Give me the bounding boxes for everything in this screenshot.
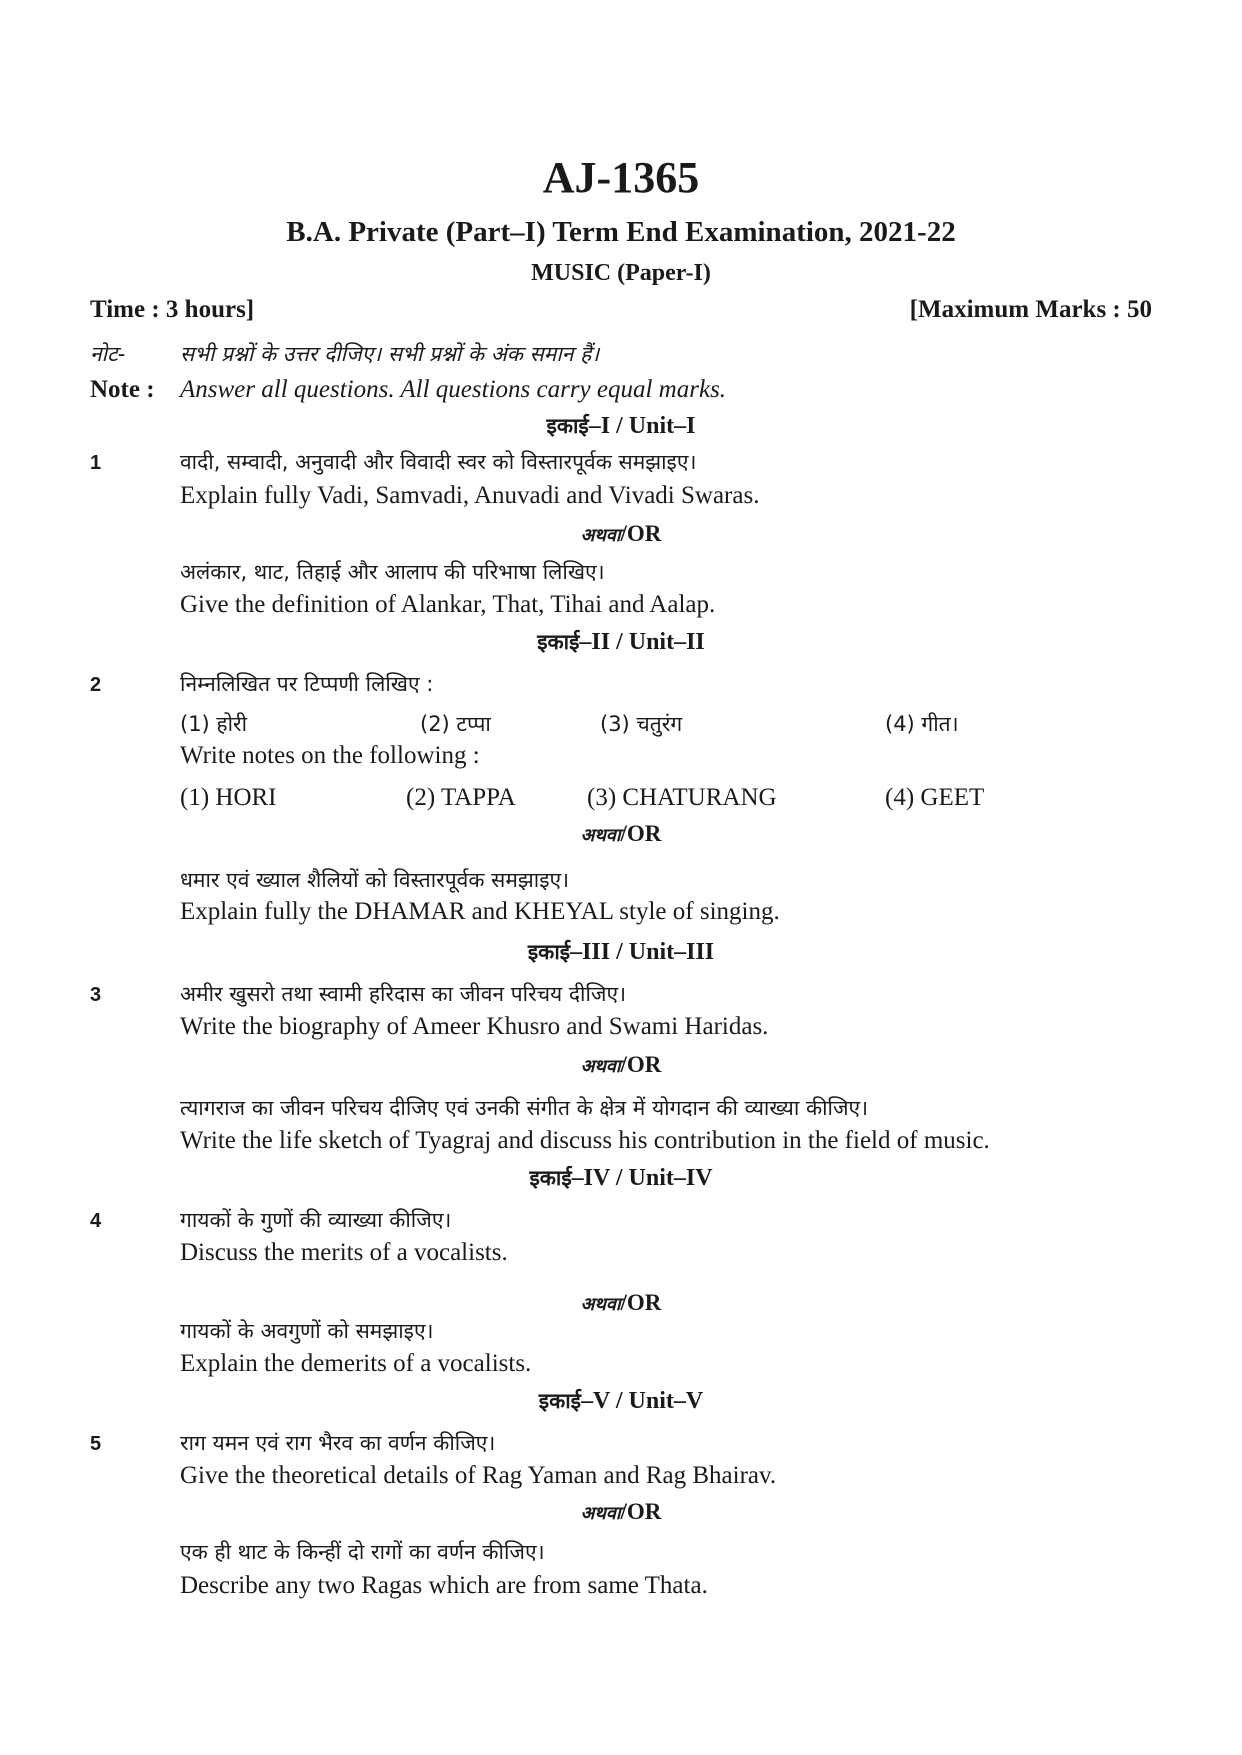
question-2-english-item: (1) HORI	[180, 784, 277, 811]
question-number-5: 5	[90, 1433, 102, 1455]
time-label: Time : 3 hours]	[90, 296, 255, 323]
note-english-label: Note :	[90, 376, 155, 403]
question-4-hindi: गायकों के गुणों की व्याख्या कीजिए।	[180, 1208, 452, 1232]
question-1-alt-hindi: अलंकार, थाट, तिहाई और आलाप की परिभाषा लिखिए।	[180, 560, 605, 584]
question-5-alt-english: Describe any two Ragas which are from same Thata.	[180, 1572, 708, 1599]
note-hindi-label: नोट-	[90, 342, 126, 366]
or-separator-4: अथवा/OR	[580, 1290, 662, 1315]
unit-heading-2: इकाई–II / Unit–II	[537, 629, 705, 655]
unit-heading-4: इकाई–IV / Unit–IV	[529, 1165, 713, 1191]
question-2-hindi-item: (3) चतुरंग	[600, 712, 683, 736]
unit-heading-1: इकाई–I / Unit–I	[546, 413, 696, 439]
question-2-english-item: (2) TAPPA	[406, 784, 516, 811]
or-separator-1: अथवा/OR	[580, 521, 662, 546]
question-4-alt-hindi: गायकों के अवगुणों को समझाइए।	[180, 1319, 434, 1343]
question-2-hindi: निम्नलिखित पर टिप्पणी लिखिए :	[180, 672, 434, 696]
question-5-hindi: राग यमन एवं राग भैरव का वर्णन कीजिए।	[180, 1431, 496, 1455]
or-separator-2: अथवा/OR	[580, 821, 662, 846]
question-2-alt-hindi: धमार एवं ख्याल शैलियों को विस्तारपूर्वक समझाइए।	[180, 868, 570, 892]
exam-title: B.A. Private (Part–I) Term End Examination, 2021-22	[286, 216, 956, 248]
unit-heading-3: इकाई–III / Unit–III	[527, 939, 715, 965]
question-3-alt-english: Write the life sketch of Tyagraj and discuss his contribution in the field of music.	[180, 1127, 990, 1154]
note-english-text: Answer all questions. All questions carry equal marks.	[180, 376, 727, 403]
question-2-english: Write notes on the following :	[180, 742, 480, 769]
question-1-hindi: वादी, सम्वादी, अनुवादी और विवादी स्वर को विस्तारपूर्वक समझाइए।	[180, 450, 697, 474]
question-1-alt-english: Give the definition of Alankar, That, Tihai and Aalap.	[180, 591, 716, 618]
paper-code: AJ-1365	[542, 153, 700, 202]
or-separator-5: अथवा/OR	[580, 1499, 662, 1524]
question-number-4: 4	[90, 1210, 102, 1232]
question-2-hindi-item: (4) गीत।	[885, 712, 959, 736]
question-4-english: Discuss the merits of a vocalists.	[180, 1239, 508, 1266]
question-3-english: Write the biography of Ameer Khusro and Swami Haridas.	[180, 1013, 769, 1040]
question-1-english: Explain fully Vadi, Samvadi, Anuvadi and Vivadi Swaras.	[180, 482, 760, 509]
question-5-alt-hindi: एक ही थाट के किन्हीं दो रागों का वर्णन कीजिए।	[180, 1540, 545, 1564]
note-hindi-text: सभी प्रश्नों के उत्तर दीजिए। सभी प्रश्नों के अंक समान हैं।	[180, 342, 600, 366]
question-number-2: 2	[90, 674, 102, 696]
question-2-alt-english: Explain fully the DHAMAR and KHEYAL style of singing.	[180, 898, 780, 925]
paper-subject: MUSIC (Paper-I)	[531, 260, 711, 286]
question-number-1: 1	[90, 452, 102, 474]
unit-heading-5: इकाई–V / Unit–V	[538, 1388, 704, 1414]
question-5-english: Give the theoretical details of Rag Yaman and Rag Bhairav.	[180, 1462, 777, 1489]
question-4-alt-english: Explain the demerits of a vocalists.	[180, 1350, 532, 1377]
question-3-hindi: अमीर खुसरो तथा स्वामी हरिदास का जीवन परिचय दीजिए।	[180, 982, 627, 1006]
question-2-english-item: (4) GEET	[885, 784, 985, 811]
question-2-hindi-item: (1) होरी	[180, 712, 248, 736]
question-number-3: 3	[90, 984, 102, 1006]
question-3-alt-hindi: त्यागराज का जीवन परिचय दीजिए एवं उनकी संगीत के क्षेत्र में योगदान की व्याख्या कीजिए।	[180, 1096, 869, 1120]
or-separator-3: अथवा/OR	[580, 1052, 662, 1077]
max-marks-label: [Maximum Marks : 50	[909, 296, 1152, 323]
question-2-hindi-item: (2) टप्पा	[420, 712, 491, 736]
question-2-english-item: (3) CHATURANG	[587, 784, 777, 811]
